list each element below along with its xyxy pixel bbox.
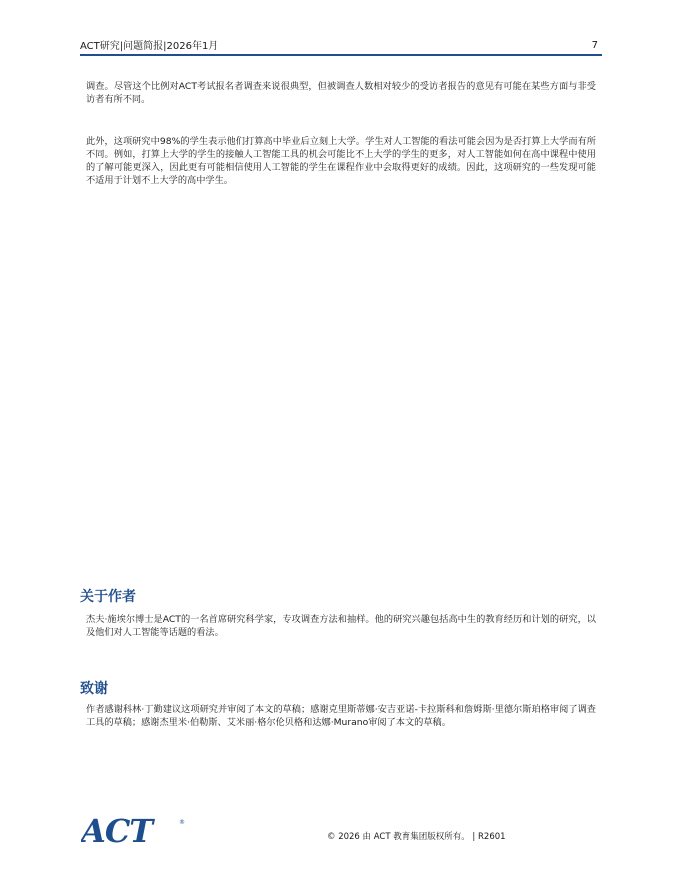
paragraph-survey-note: 调查。尽管这个比例对ACT考试报名者调查来说很典型，但被调查人数相对较少的受访者报告的意见有可能在某些方面与非受访者有所不同。 bbox=[86, 81, 596, 105]
act-logo-text: ACT bbox=[81, 815, 153, 845]
acknowledgments-heading: 致谢 bbox=[80, 681, 108, 697]
acknowledgments-body: 作者感谢科林·丁勤建议这项研究并审阅了本文的草稿；感谢克里斯蒂娜·安吉亚诺-卡拉斯科和詹姆斯·里德尔斯珀格审阅了调查工具的草稿；感谢杰里米·伯勒斯、艾米丽·格尔伦贝格和达娜·Murano审阅了本文的草稿。 bbox=[86, 704, 596, 728]
act-logo bbox=[81, 815, 186, 845]
about-author-heading: 关于作者 bbox=[80, 589, 136, 605]
header-divider bbox=[80, 54, 602, 56]
footer-copyright: © 2026 由 ACT 教育集团版权所有。 | R2601 bbox=[327, 832, 506, 842]
registered-mark-icon: ® bbox=[179, 819, 185, 826]
about-author-body: 杰夫·施埃尔博士是ACT的一名首席研究科学家，专攻调查方法和抽样。他的研究兴趣包括高中生的教育经历和计划的研究，以及他们对人工智能等话题的看法。 bbox=[86, 614, 596, 638]
header-title: ACT研究|问题简报|2026年1月 bbox=[80, 41, 219, 52]
page-number: 7 bbox=[591, 40, 598, 51]
paragraph-college-plans: 此外，这项研究中98%的学生表示他们打算高中毕业后立刻上大学。学生对人工智能的看法可能会因为是否打算上大学而有所不同。例如，打算上大学的学生的接触人工智能工具的机会可能比不上大学的学生的更多，对人工智能如何在高中课程中使用的了解可能更深入，因此更有可能相信使用人工智能的学生在课程作业中会取得更好的成绩。因此，这项研究的一些发现可能不适用于计划不上大学的高中学生。 bbox=[86, 136, 596, 186]
